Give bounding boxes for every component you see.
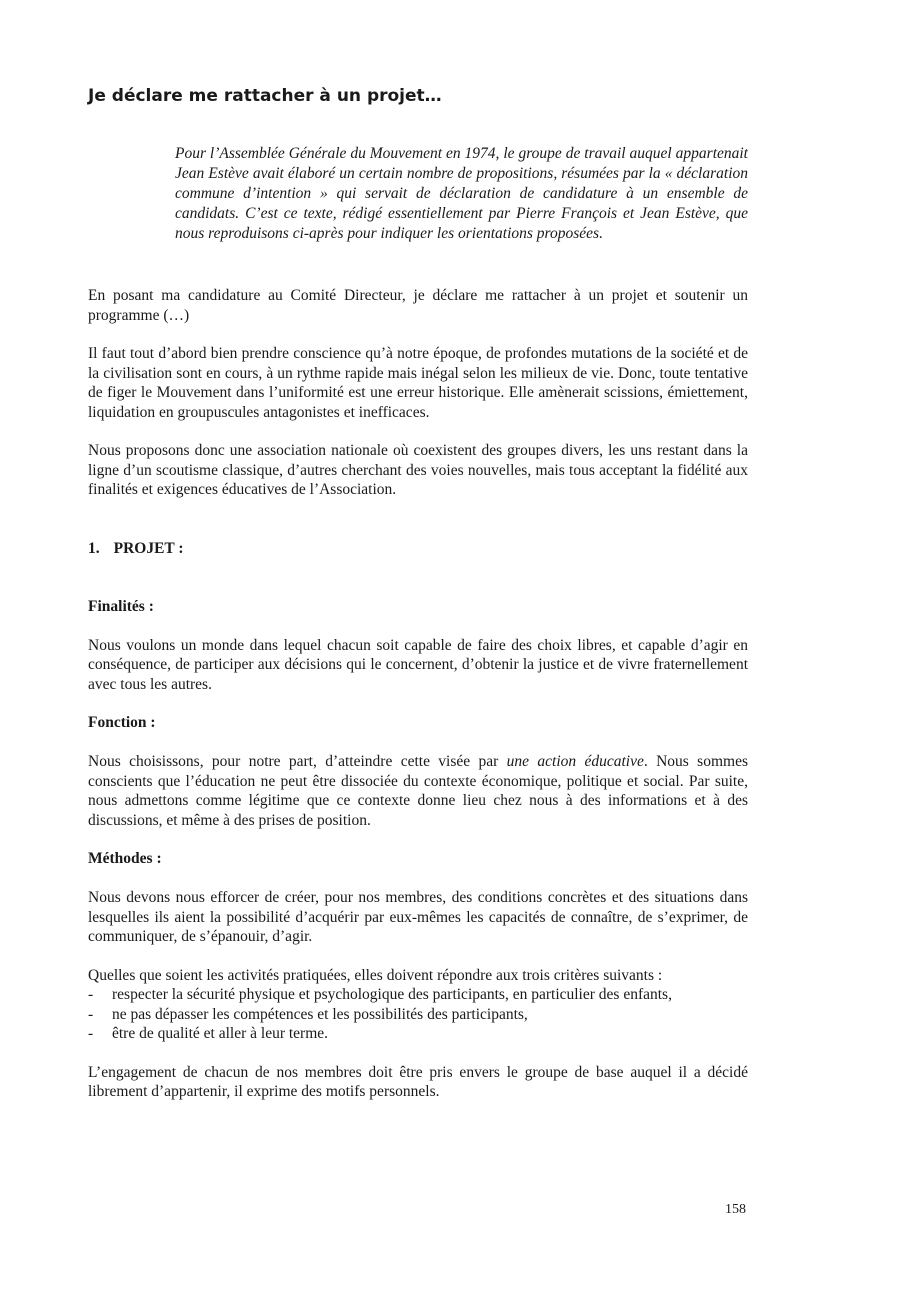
fonction-text-start: Nous choisissons, pour notre part, d’atteindre cette visée par (88, 753, 507, 770)
paragraph-fonction (88, 752, 748, 830)
paragraph-mutations: Il faut tout d’abord bien prendre conscience qu’à notre époque, de profondes mutations de la société et de la civilisation sont en cours, à un rythme rapide mais inégal selon les milieux de vie. Donc, toute tentative de figer le Mouvement dans l’uniformité est une erreur historique. Elle amènerait scissions, émiettement, liquidation en groupuscules antagonistes et inefficaces. (88, 345, 748, 421)
criteria-intro: Quelles que soient les activités pratiquées, elles doivent répondre aux trois critères suivants : (88, 966, 663, 984)
section-title: PROJET : (113, 539, 184, 557)
fonction-text-emphasis: une action éducative (506, 753, 644, 770)
paragraph-candidature: En posant ma candidature au Comité Directeur, je déclare me rattacher à un projet et soutenir un programme (…) (88, 287, 748, 324)
paragraph-association: Nous proposons donc une association nationale où coexistent des groupes divers, les uns restant dans la ligne d’un scoutisme classique, d’autres cherchant des voies nouvelles, mais tous acceptant la fidélité aux finalités et exigences éducatives de l’Association. (88, 442, 748, 498)
paragraph-finalites: Nous voulons un monde dans lequel chacun soit capable de faire des choix libres, et capable d’agir en conséquence, de participer aux décisions qui le concernent, d’obtenir la justice et de vivre fraternellement avec tous les autres. (88, 636, 748, 693)
criteria-list (88, 985, 748, 1044)
list-item: - être de qualité et aller à leur terme. (88, 1024, 748, 1044)
subheading-finalites: Finalités : (88, 597, 154, 615)
list-item: - respecter la sécurité physique et psychologique des participants, en particulier des enfants, (88, 985, 748, 1005)
intro-paragraph: Pour l’Assemblée Générale du Mouvement en 1974, le groupe de travail auquel appartenait Jean Estève avait élaboré un certain nombre de propositions, résumées par la « déclaration commune d’intention » qui servait de déclaration de candidature à un ensemble de candidats. C’est ce texte, rédigé essentiellement par Pierre François et Jean Estève, que nous reproduisons ci-après pour indiquer les orientations proposées. (175, 145, 748, 242)
document-page (88, 84, 748, 1121)
page-title: Je déclare me rattacher à un projet… (88, 86, 442, 106)
page-number: 158 (725, 1202, 746, 1217)
section-number: 1. (88, 539, 100, 557)
subheading-methodes: Méthodes : (88, 850, 162, 867)
paragraph-methodes: Nous devons nous efforcer de créer, pour nos membres, des conditions concrètes et des situations dans lesquelles ils aient la possibilité d’acquérir par eux-mêmes les capacités de connaître, de s’exprimer, de communiquer, de s’épanouir, d’agir. (88, 889, 748, 945)
fonction-text-end: . Nous sommes conscients que l’éducation ne peut être dissociée du contexte économique, politique et social. Par suite, nous admettons comme légitime que ce contexte donne lieu chez nous à des informations et à des discussions, et même à des prises de position. (88, 753, 748, 829)
list-item: - ne pas dépasser les compétences et les possibilités des participants, (88, 1005, 748, 1025)
subheading-fonction: Fonction : (88, 714, 156, 731)
section-heading-projet (88, 539, 748, 559)
paragraph-engagement: L’engagement de chacun de nos membres doit être pris envers le groupe de base auquel il a décidé librement d’appartenir, il exprime des motifs personnels. (88, 1063, 748, 1100)
